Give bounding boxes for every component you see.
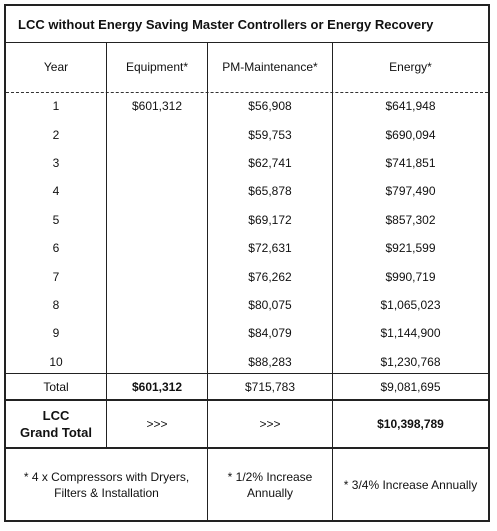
energy-cell: $1,230,768: [332, 348, 488, 376]
grand-total-label-line2: Grand Total: [20, 424, 92, 440]
total-label: Total: [43, 379, 69, 394]
table-row: [6, 206, 488, 234]
maintenance-cell: $80,075: [207, 291, 332, 319]
equipment-cell: $601,312: [106, 92, 207, 120]
lcc-table: [4, 4, 490, 522]
energy-cell: $921,599: [332, 234, 488, 262]
energy-cell: $641,948: [332, 92, 488, 120]
header-equipment: Equipment*: [106, 42, 207, 92]
total-energy: $9,081,695: [332, 374, 488, 399]
header-energy: Energy*: [332, 42, 488, 92]
grand-total-maintenance-arrow: >>>: [207, 400, 332, 447]
notes-row: [6, 449, 488, 520]
year-cell: 5: [52, 212, 60, 227]
energy-cell: $797,490: [332, 177, 488, 205]
table-row: [6, 262, 488, 290]
grand-total-value: $10,398,789: [332, 400, 488, 447]
maintenance-cell: $88,283: [207, 348, 332, 376]
header-maintenance: PM-Maintenance*: [207, 42, 332, 92]
equipment-cell: [106, 234, 207, 262]
grand-total-label: [6, 400, 106, 447]
year-cell: 2: [52, 127, 60, 142]
year-cell: 9: [52, 326, 60, 341]
table-row: [6, 319, 488, 347]
maintenance-cell: $62,741: [207, 149, 332, 177]
year-cell: 7: [52, 269, 60, 284]
year-cell: 3: [52, 155, 60, 170]
equipment-cell: [106, 149, 207, 177]
maintenance-cell: $69,172: [207, 206, 332, 234]
grand-total-row: [6, 400, 488, 449]
table-row: [6, 92, 488, 120]
grand-total-equipment-arrow: >>>: [106, 400, 207, 447]
table-row: [6, 291, 488, 319]
table-row: [6, 149, 488, 177]
total-row: [6, 373, 488, 401]
grand-total-label-line1: LCC: [42, 407, 70, 423]
table-row: [6, 234, 488, 262]
energy-cell: $1,144,900: [332, 319, 488, 347]
year-cell: 1: [52, 99, 60, 114]
energy-cell: $990,719: [332, 262, 488, 290]
header-year: Year: [43, 60, 69, 74]
energy-cell: $690,094: [332, 120, 488, 148]
equipment-cell: [106, 319, 207, 347]
maintenance-cell: $65,878: [207, 177, 332, 205]
table-title-row: [6, 6, 488, 43]
energy-cell: $1,065,023: [332, 291, 488, 319]
maintenance-note: * 1/2% Increase Annually: [207, 449, 332, 520]
year-cell: 10: [49, 354, 63, 369]
table-row: [6, 177, 488, 205]
table-row: [6, 120, 488, 148]
energy-cell: $741,851: [332, 149, 488, 177]
table-row: [6, 348, 488, 376]
total-equipment: $601,312: [106, 374, 207, 399]
year-cell: 8: [52, 297, 60, 312]
maintenance-cell: $72,631: [207, 234, 332, 262]
equipment-cell: [106, 177, 207, 205]
table-header-row: [6, 42, 488, 93]
equipment-cell: [106, 206, 207, 234]
maintenance-cell: $76,262: [207, 262, 332, 290]
equipment-cell: [106, 120, 207, 148]
year-cell: 6: [52, 241, 60, 256]
total-maintenance: $715,783: [207, 374, 332, 399]
energy-note: * 3/4% Increase Annually: [332, 449, 488, 520]
maintenance-cell: $59,753: [207, 120, 332, 148]
equipment-cell: [106, 291, 207, 319]
year-cell: 4: [52, 184, 60, 199]
equipment-cell: [106, 348, 207, 376]
table-title: LCC without Energy Saving Master Controllers or Energy Recovery: [18, 16, 434, 32]
equipment-note: * 4 x Compressors with Dryers, Filters & Installation: [23, 469, 190, 500]
equipment-cell: [106, 262, 207, 290]
maintenance-cell: $84,079: [207, 319, 332, 347]
energy-cell: $857,302: [332, 206, 488, 234]
maintenance-cell: $56,908: [207, 92, 332, 120]
